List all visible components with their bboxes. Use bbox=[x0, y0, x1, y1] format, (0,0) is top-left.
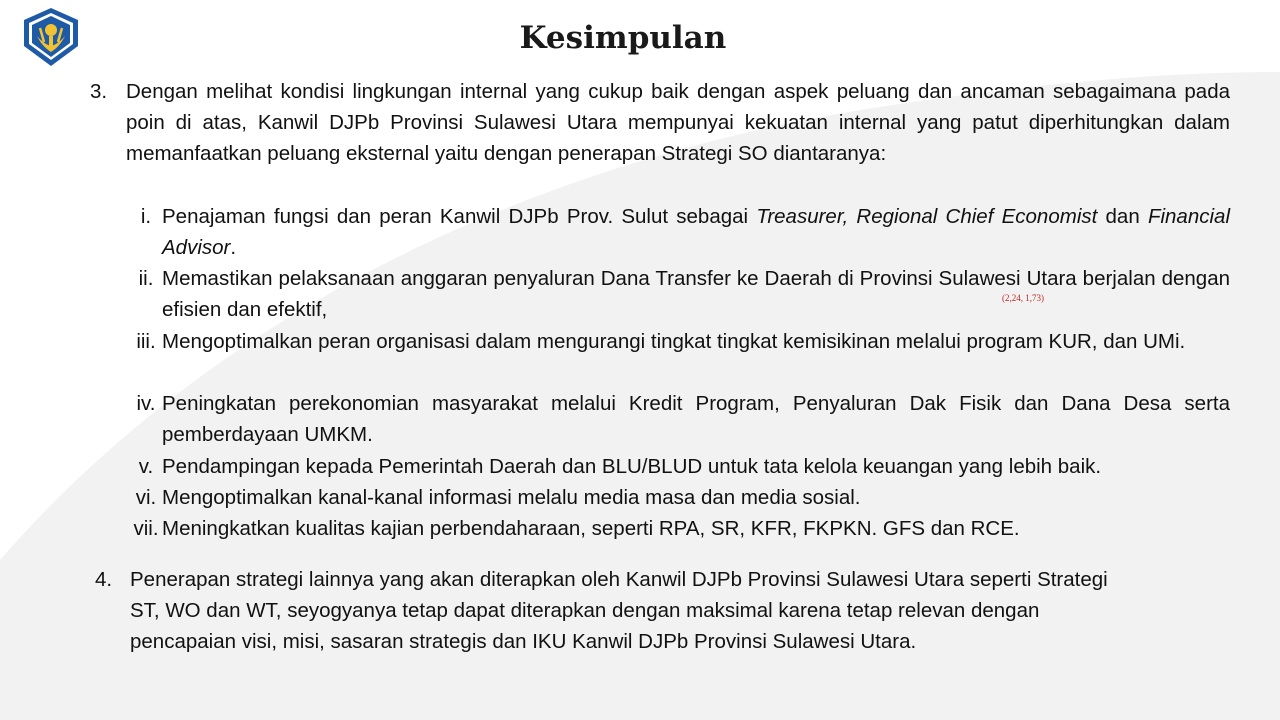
sub-item-number: iv. bbox=[136, 392, 156, 415]
sub-item-vii bbox=[130, 513, 1230, 544]
sub-item-italic-text: Treasurer, Regional Chief Economist bbox=[756, 205, 1098, 228]
sub-item-text-part: . bbox=[230, 236, 237, 260]
item-3-number: 3. bbox=[90, 80, 108, 103]
sub-item-italic-text: Financial Advisor bbox=[162, 205, 1230, 260]
item-4-line: pencapaian visi, misi, sasaran strategis dan IKU Kanwil DJPb Provinsi Sulawesi Utara. bbox=[130, 630, 917, 654]
sub-item-text: Pendampingan kepada Pemerintah Daerah dan BLU/BLUD untuk tata kelola keuangan yang lebih baik. bbox=[162, 455, 1102, 478]
sub-item-text: Peningkatan perekonomian masyarakat melalui Kredit Program, Penyaluran Dak Fisik dan Dana Desa serta pemberdayaan UMKM. bbox=[162, 392, 1230, 447]
item-4-text bbox=[130, 564, 1245, 658]
slide-title: Kesimpulan bbox=[519, 20, 727, 56]
sub-item-iv bbox=[130, 388, 1230, 450]
sub-item-v bbox=[130, 451, 1230, 482]
sub-item-text-part: Penajaman fungsi dan peran Kanwil DJPb Prov. Sulut sebagai bbox=[162, 205, 757, 228]
sub-item-number: vii. bbox=[133, 517, 159, 540]
sub-item-text: Memastikan pelaksanaan anggaran penyaluran Dana Transfer ke Daerah di Provinsi Sulawesi Utara berjalan dengan efisien dan efektif, bbox=[162, 267, 1230, 322]
sub-item-i bbox=[130, 201, 1230, 263]
sub-item-iii bbox=[130, 326, 1230, 357]
item-4 bbox=[95, 564, 1245, 658]
sub-item-number: i. bbox=[140, 205, 152, 228]
item-3 bbox=[90, 76, 1230, 170]
sub-item-vi bbox=[130, 482, 1230, 513]
sub-item-number: vi. bbox=[135, 486, 157, 509]
annotation-tag: (2,24, 1,73) bbox=[1002, 293, 1044, 303]
sub-item-number: ii. bbox=[138, 267, 154, 290]
sub-item-number: iii. bbox=[136, 330, 156, 353]
sub-item-text-part: dan bbox=[1097, 205, 1148, 228]
sub-item-ii bbox=[130, 263, 1230, 325]
item-4-line: ST, WO dan WT, seyogyanya tetap dapat diterapkan dengan maksimal karena tetap relevan dengan bbox=[130, 599, 1040, 623]
sub-item-text: Mengoptimalkan peran organisasi dalam mengurangi tingkat tingkat kemisikinan melalui program KUR, dan UMi. bbox=[162, 330, 1186, 353]
sub-item-number: v. bbox=[138, 455, 154, 478]
sub-item-text: Meningkatkan kualitas kajian perbendaharaan, seperti RPA, SR, KFR, FKPKN. GFS dan RCE. bbox=[162, 517, 1020, 540]
sub-item-text: Mengoptimalkan kanal-kanal informasi melalu media masa dan media sosial. bbox=[162, 486, 861, 509]
sub-item-text bbox=[162, 201, 1230, 263]
item-3-text: Dengan melihat kondisi lingkungan internal yang cukup baik dengan aspek peluang dan ancaman sebagaimana pada poin di atas, Kanwil DJPb Provinsi Sulawesi Utara mempunyai kekuatan internal yang patut diperhitungkan dalam memanfaatkan peluang eksternal yaitu dengan penerapan Strategi SO diantaranya: bbox=[126, 80, 1230, 166]
item-4-line: Penerapan strategi lainnya yang akan diterapkan oleh Kanwil DJPb Provinsi Sulawesi Utara seperti Strategi bbox=[130, 568, 1108, 591]
item-4-number: 4. bbox=[95, 568, 113, 591]
